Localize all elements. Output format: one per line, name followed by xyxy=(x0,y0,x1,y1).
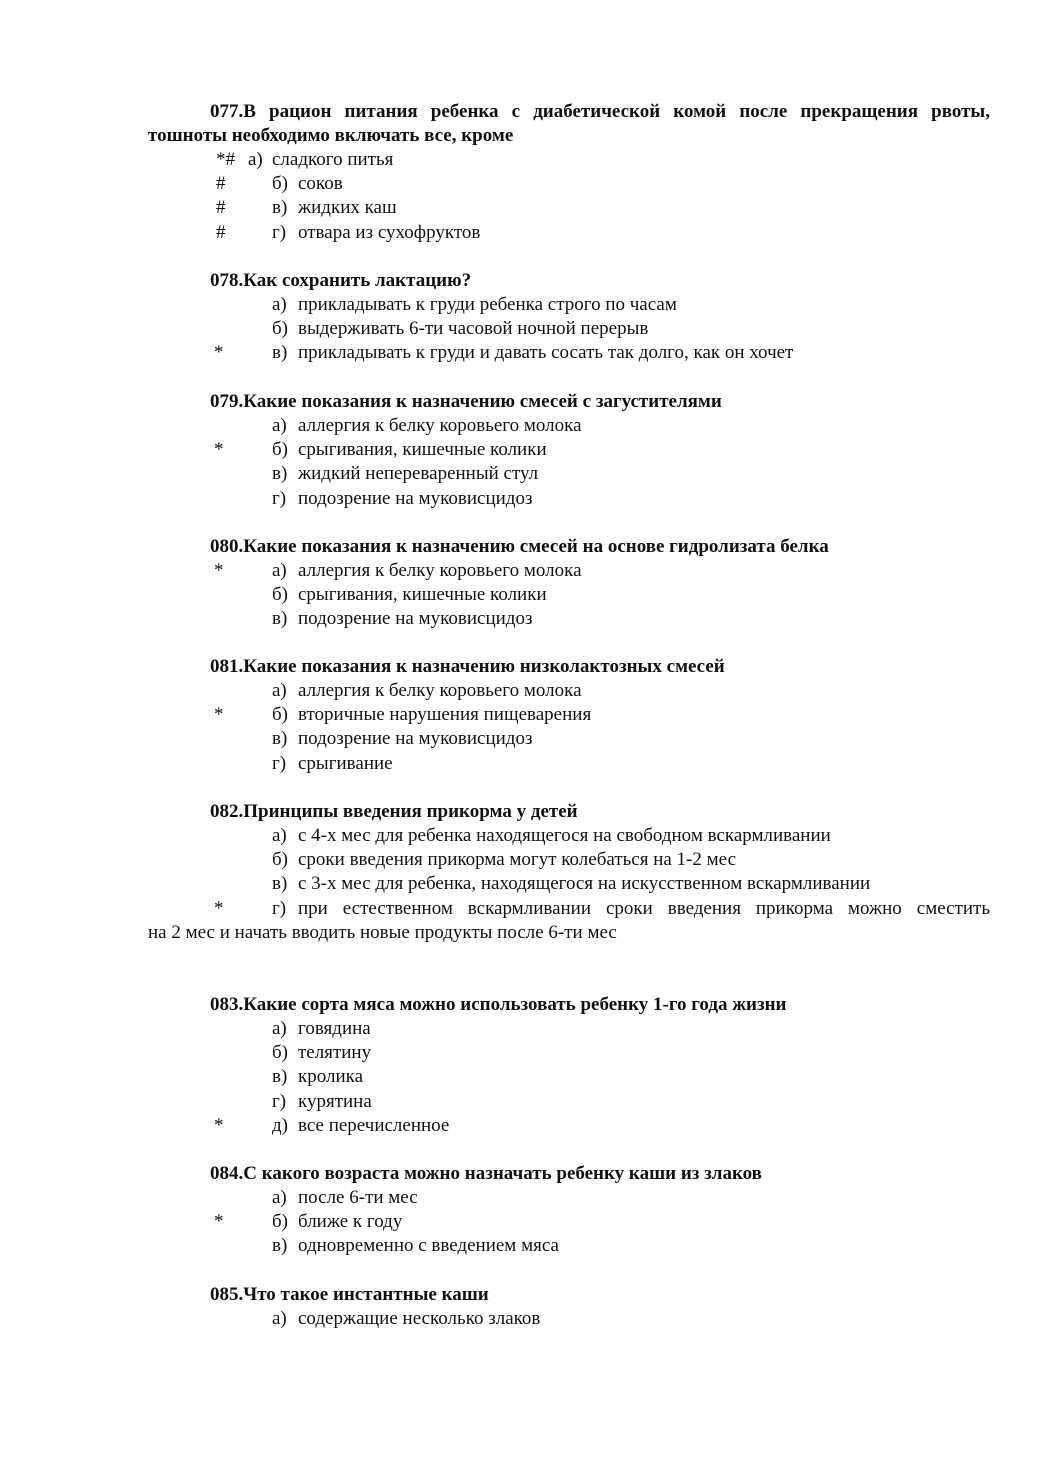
question-title: 084.С какого возраста можно назначать ребенку каши из злаков xyxy=(210,1163,762,1184)
question-title: 083.Какие сорта мяса можно использовать ребенку 1-го года жизни xyxy=(210,994,787,1015)
answer-option: а) с 4-х мес для ребенка находящегося на свободном вскармливании xyxy=(272,825,831,846)
question-title: 078.Как сохранить лактацию? xyxy=(210,270,472,291)
answer-option: * б) срыгивания, кишечные колики xyxy=(214,439,547,461)
answer-option: а) аллергия к белку коровьего молока xyxy=(272,680,582,701)
answer-option: # б) соков xyxy=(216,173,343,195)
question-082 xyxy=(148,800,990,945)
question-title: 081.Какие показания к назначению низколактозных смесей xyxy=(210,656,725,677)
answer-option: * а) аллергия к белку коровьего молока xyxy=(214,560,582,581)
question-title: 077.В рацион питания ребенка с диабетической комой после прекращения рвоты, тошноты необходимо включать все, кроме xyxy=(148,101,990,146)
answer-option: * б) вторичные нарушения пищеварения xyxy=(214,704,592,726)
answer-option: б) срыгивания, кишечные колики xyxy=(272,584,547,606)
question-079 xyxy=(148,390,990,511)
question-080 xyxy=(148,535,990,632)
answer-option-continuation: на 2 мес и начать вводить новые продукты после 6-ти мес xyxy=(148,921,617,943)
answer-option: б) сроки введения прикорма могут колебаться на 1-2 мес xyxy=(272,849,737,871)
question-083 xyxy=(148,993,990,1138)
answer-option: * г) при естественном вскармливании сроки введения прикорма можно сместить xyxy=(214,897,990,919)
answer-option: а) содержащие несколько злаков xyxy=(272,1308,541,1329)
answer-option: б) выдерживать 6-ти часовой ночной перерыв xyxy=(272,318,649,340)
answer-option: г) подозрение на муковисцидоз xyxy=(272,487,533,509)
answer-option: в) одновременно с введением мяса xyxy=(272,1235,559,1257)
answer-option: в) кролика xyxy=(272,1066,364,1088)
answer-option: а) прикладывать к груди ребенка строго по часам xyxy=(272,294,677,315)
question-title: 080.Какие показания к назначению смесей на основе гидролизата белка xyxy=(210,536,829,557)
answer-option: г) срыгивание xyxy=(272,752,393,774)
answer-option: в) подозрение на муковисцидоз xyxy=(272,608,533,630)
answer-option: *# а) сладкого питья xyxy=(216,149,394,170)
answer-option: в) подозрение на муковисцидоз xyxy=(272,728,533,750)
answer-option: а) после 6-ти мес xyxy=(272,1187,418,1208)
question-title: 079.Какие показания к назначению смесей с загустителями xyxy=(210,391,722,412)
answer-option: в) жидкий непереваренный стул xyxy=(272,463,539,485)
question-title: 082.Принципы введения прикорма у детей xyxy=(210,801,578,822)
question-084 xyxy=(148,1162,990,1259)
answer-option: * д) все перечисленное xyxy=(214,1114,450,1136)
answer-option: # в) жидких каш xyxy=(216,197,397,219)
answer-option: * б) ближе к году xyxy=(214,1211,403,1233)
answer-option: б) телятину xyxy=(272,1042,372,1064)
question-081 xyxy=(148,655,990,776)
question-078 xyxy=(148,269,990,366)
answer-option: * в) прикладывать к груди и давать сосать так долго, как он хочет xyxy=(214,342,794,364)
answer-option: а) говядина xyxy=(272,1018,371,1039)
answer-option: а) аллергия к белку коровьего молока xyxy=(272,415,582,436)
answer-option: г) курятина xyxy=(272,1090,372,1112)
question-title: 085.Что такое инстантные каши xyxy=(210,1284,489,1305)
question-085 xyxy=(148,1283,990,1331)
question-077 xyxy=(148,100,990,245)
answer-option: в) с 3-х мес для ребенка, находящегося на искусственном вскармливании xyxy=(272,873,871,895)
answer-option: # г) отвара из сухофруктов xyxy=(216,221,481,243)
